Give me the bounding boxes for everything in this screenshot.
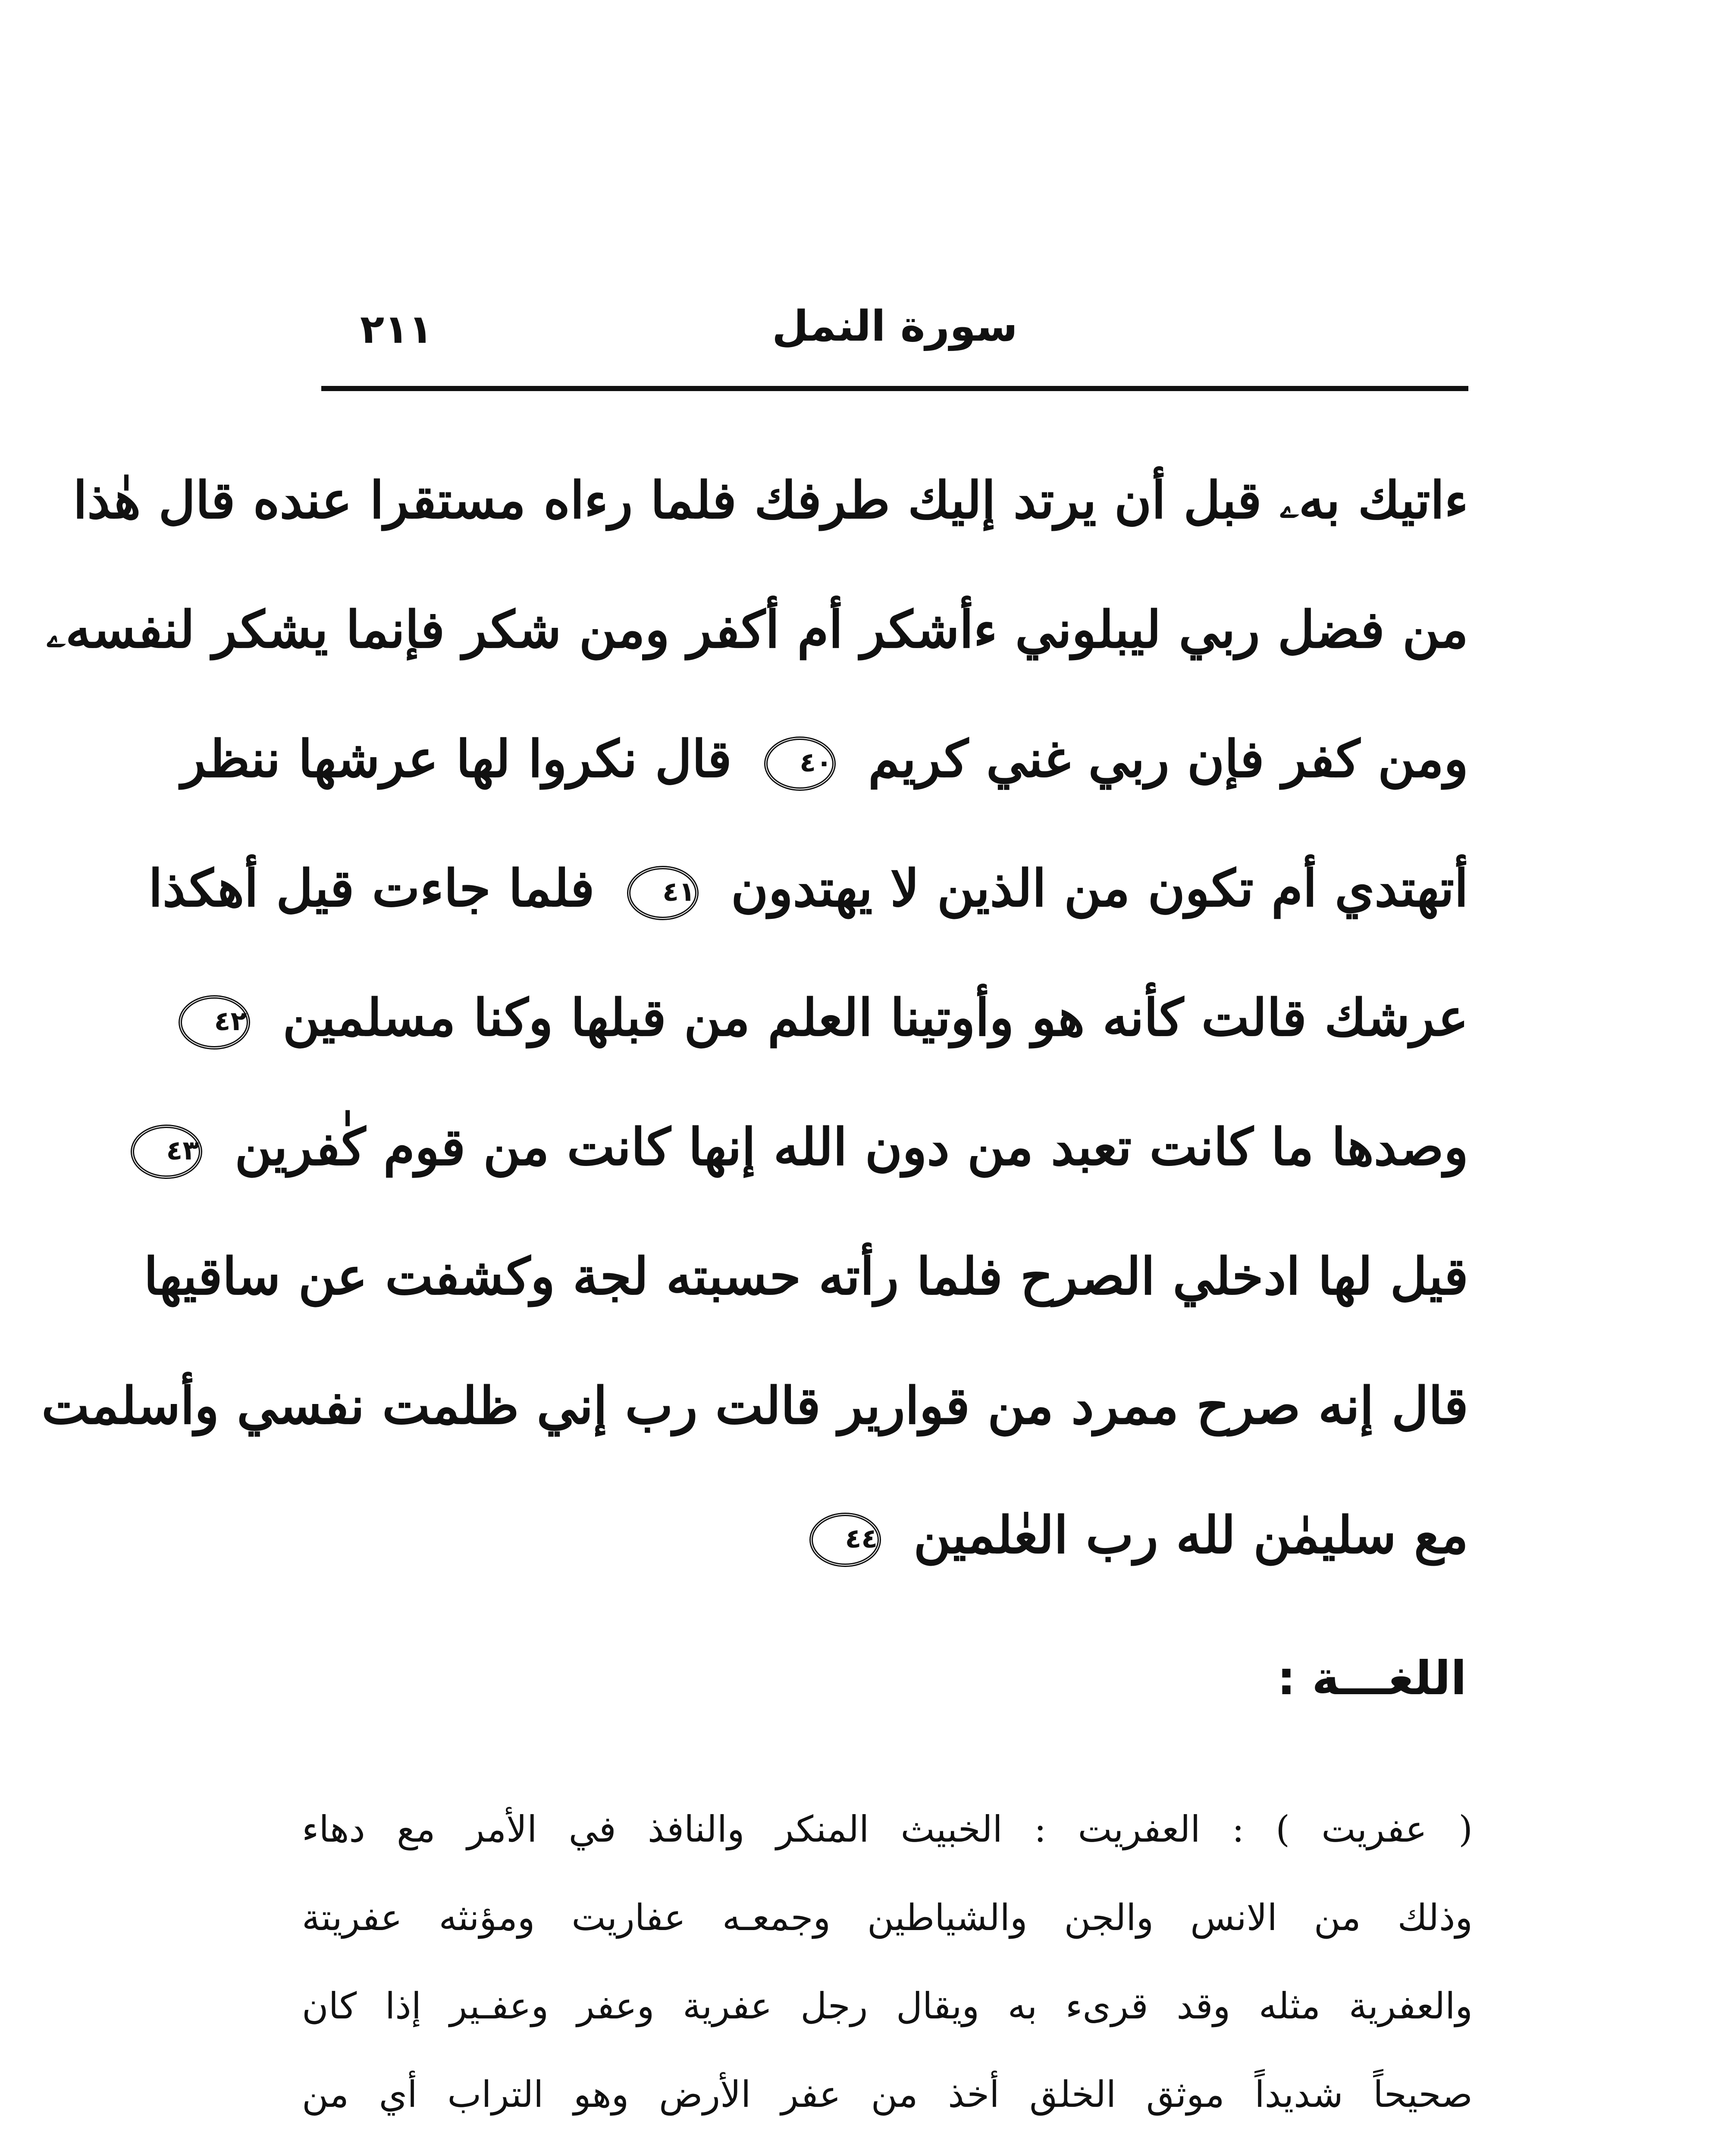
header-divider [321,386,1468,391]
verse-line-8 [41,1341,1468,1470]
ayah-number-marker: ٤٢ [179,995,250,1050]
commentary-line: صحيحاً شديداً موثق الخلق أخذ من عفر الأرض وهو التراب أي من [302,2073,1473,2115]
verse-text: ومن كفر فإن ربي غني كريم [868,729,1468,789]
verse-line-2 [46,565,1468,694]
commentary-line: ( عفريت ) : العفريت : الخبيث المنكر والنافذ في الأمر مع دهاء [302,1808,1473,1850]
verse-line-7 [144,1212,1468,1341]
verse-text: قال إنه صرح ممرد من قوارير قالت رب إني ظلمت نفسي وأسلمت [41,1376,1468,1435]
commentary-line: والعفرية مثله وقد قرىء به ويقال رجل عفرية وعفر وعفـير إذا كان [302,1985,1473,2027]
ayah-number-marker: ٤٣ [131,1125,202,1179]
verse-text: من فضل ربي ليبلوني ءأشكر أم أكفر ومن شكر فإنما يشكر لنفسهۦ [46,599,1468,659]
verse-text: أتهتدي أم تكون من الذين لا يهتدون [731,858,1468,918]
quran-verses [41,436,1468,1613]
ayah-number-marker: ٤١ [627,866,699,920]
commentary-line: وذلك من الانس والجن والشياطين وجمعـه عفاريت ومؤنثه عفريتة [302,1896,1473,1939]
commentary-paragraph [302,1785,1473,2156]
section-heading-language: اللغـــة : [1277,1651,1467,1705]
verse-line-3 [181,694,1468,824]
verse-text: عرشك قالت كأنه هو وأوتينا العلم من قبلها وكنا مسلمين [282,987,1468,1047]
verse-text: ءاتيك بهۦ قبل أن يرتد إليك طرفك فلما رءاه مستقرا عنده قال هٰذا [73,470,1468,530]
verse-text: قيل لها ادخلي الصرح فلما رأته حسبته لجة وكشفت عن ساقيها [144,1246,1468,1306]
ayah-number-marker: ٤٤ [809,1513,881,1567]
verse-line-6 [166,1082,1468,1212]
verse-text: مع سليمٰن لله رب العٰلمين [913,1505,1468,1565]
ayah-number-marker: ٤٠ [764,736,836,791]
verse-line-4 [148,824,1468,953]
verse-text: قال نكروا لها عرشها ننظر [181,729,732,789]
page-header [321,298,1468,384]
verse-text: وصدها ما كانت تعبد من دون الله إنها كانت من قوم كٰفرين [235,1117,1468,1177]
verse-line-5 [214,953,1468,1082]
page-number: ٢١١ [360,306,433,352]
surah-title: سورة النمل [772,302,1018,351]
commentary-line [302,2139,1473,2156]
verse-line-1 [73,436,1468,565]
verse-text: فلما جاءت قيل أهكذا [148,858,595,918]
verse-line-9 [326,1470,1468,1600]
